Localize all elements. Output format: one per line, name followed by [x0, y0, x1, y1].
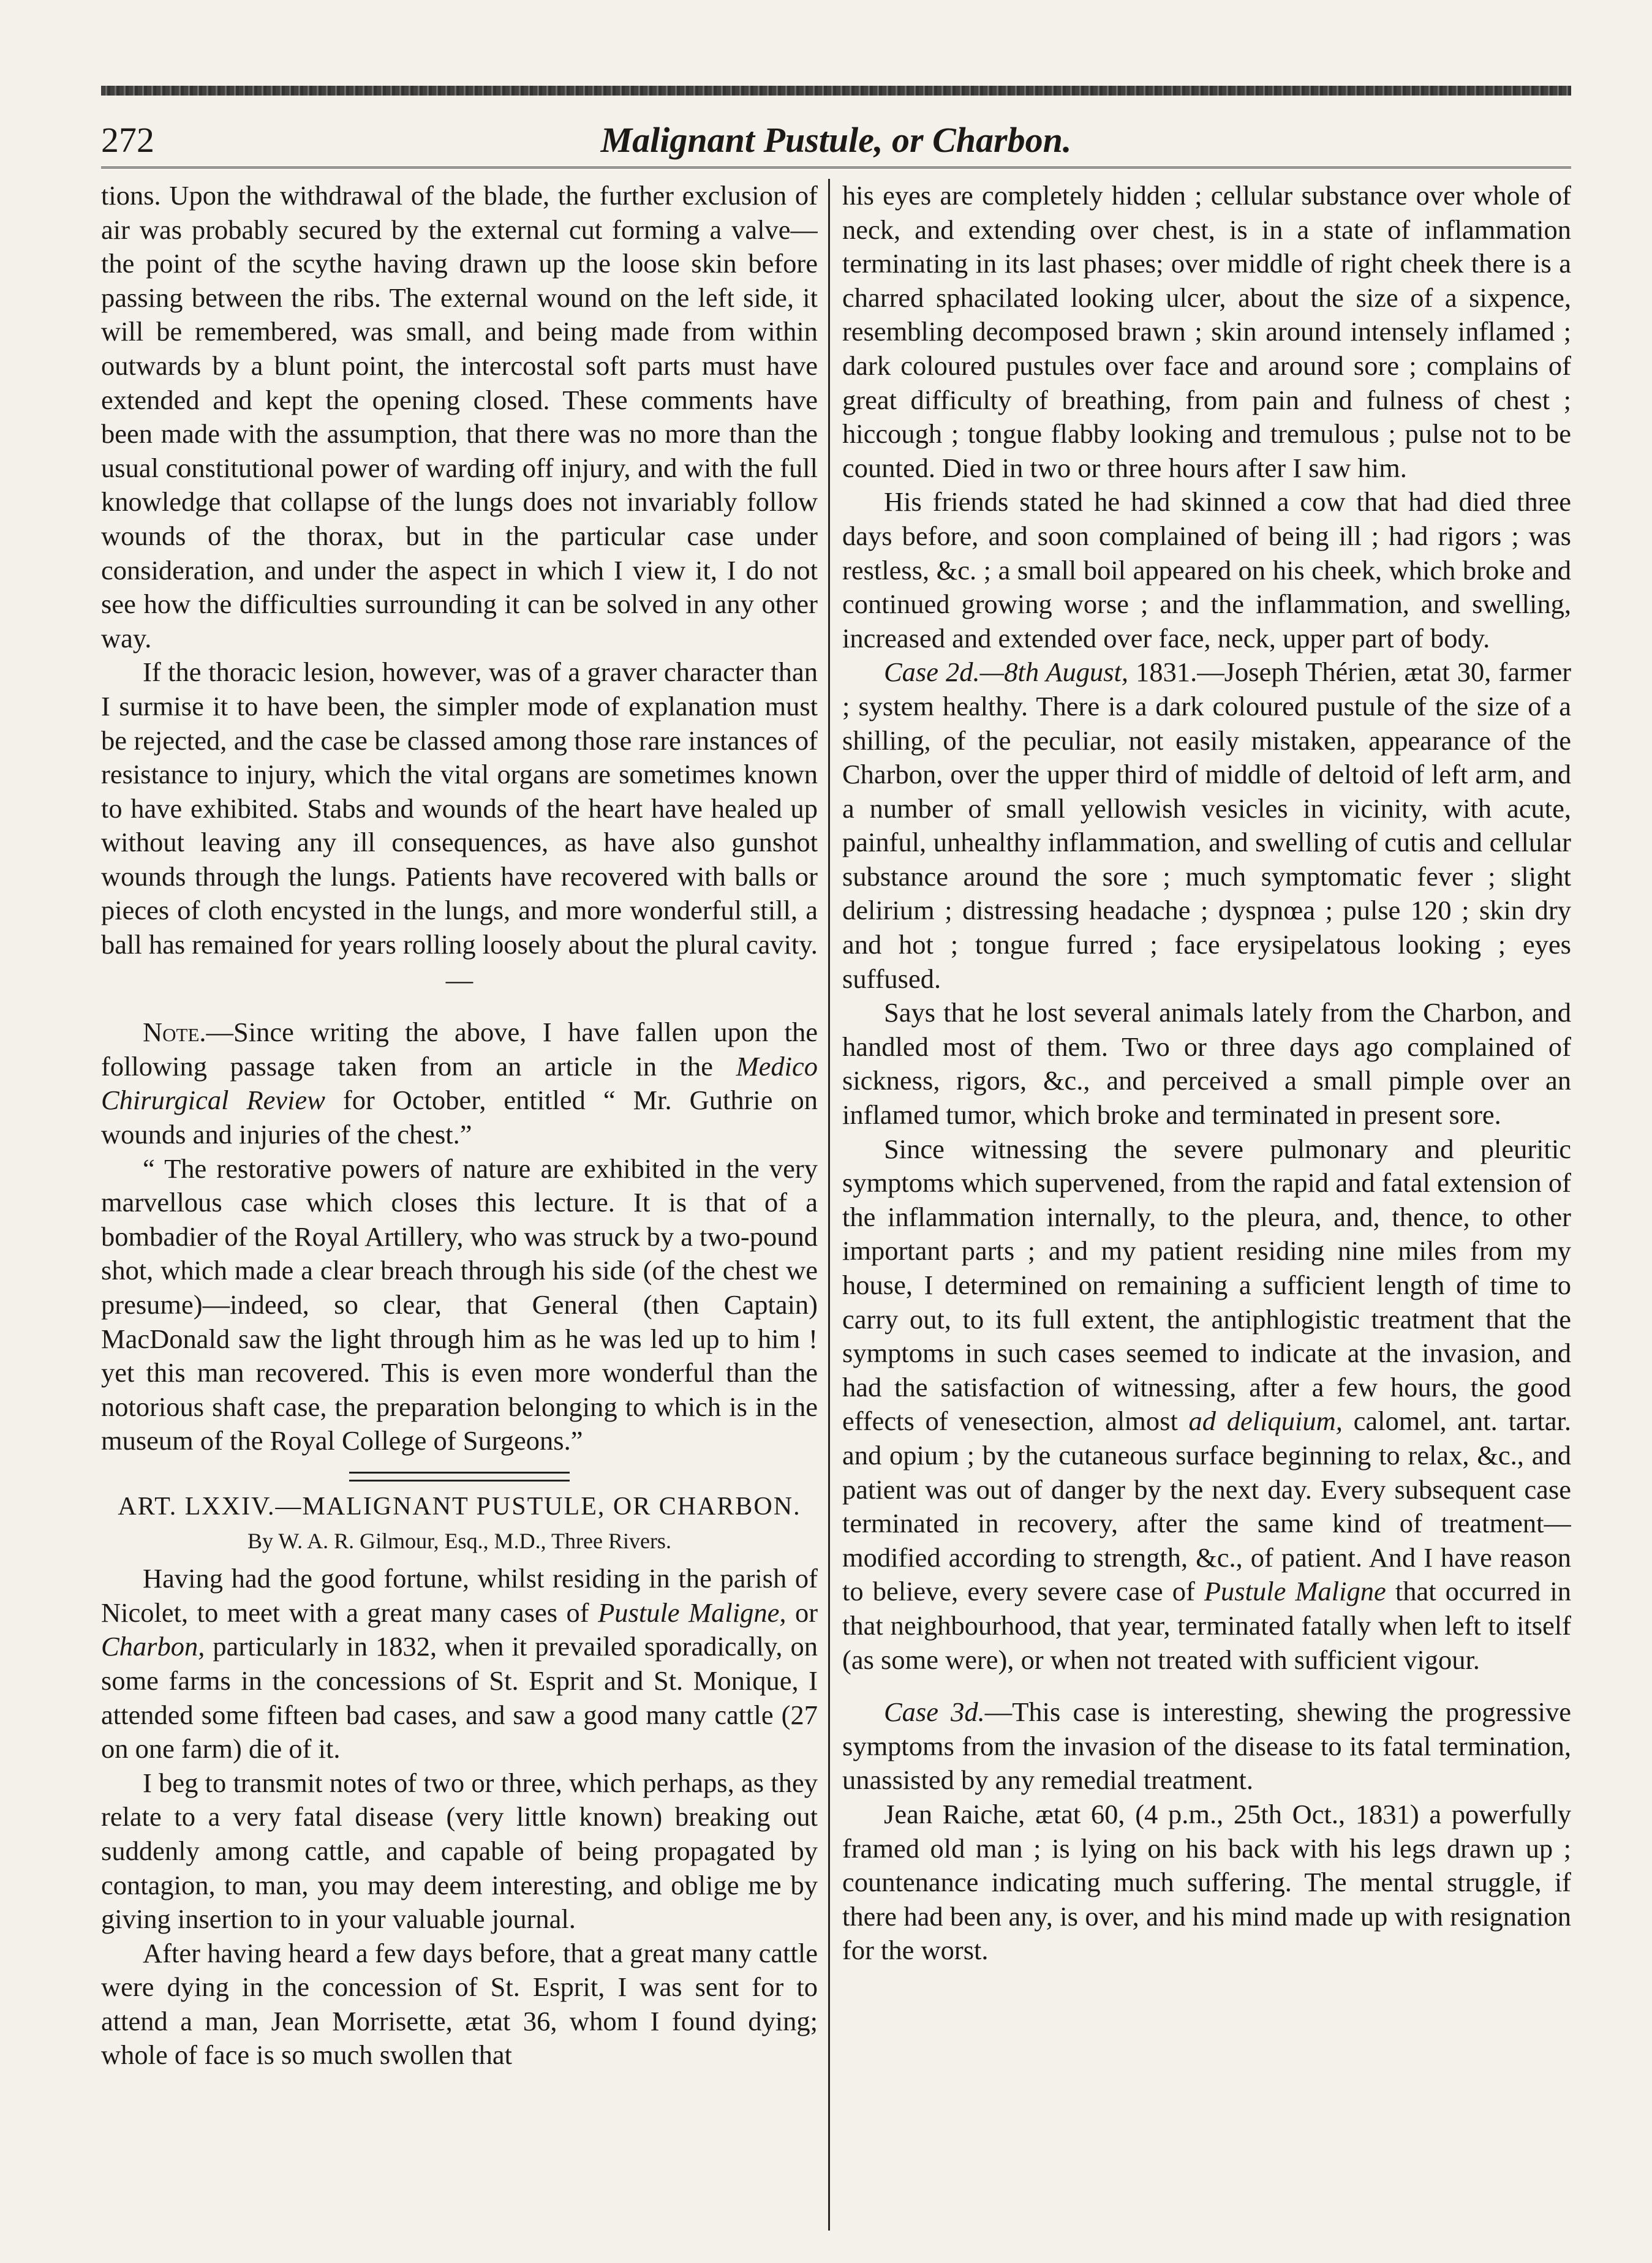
running-title: Malignant Pustule, or Charbon.: [600, 120, 1072, 160]
page-number: 272: [101, 120, 154, 160]
header-rule: [101, 167, 1571, 168]
paragraph: Having had the good fortune, whilst residing in the parish of Nicolet, to meet with a great many cases of Pustule Maligne, or Charbon, particularly in 1832, when it prevailed sporadically, on some farms in the concessions of St. Esprit and St. Monique, I attended some fifteen bad cases, and saw a good many cattle (27 on one farm) die of it.: [101, 1563, 818, 1764]
paragraph: His friends stated he had skinned a cow that had died three days before, and soon complained of being ill ; had rigors ; was restless, &c. ; a small boil appeared on his cheek, which broke and continued growing worse ; and the inflammation, and swelling, increased and extended over face, neck, upper part of body.: [842, 486, 1571, 653]
paragraph: After having heard a few days before, that a great many cattle were dying in the concession of St. Esprit, I was sent for to attend a man, Jean Morrisette, ætat 36, whom I found dying; whole of face is so much swollen that: [101, 1937, 818, 2071]
paragraph: Says that he lost several animals lately from the Charbon, and handled most of them. Two or three days ago complained of sickness, rigors, &c., and perceived a small pimple over an inflamed tumor, which broke and terminated in present sore.: [842, 997, 1571, 1131]
right-column: [842, 179, 1571, 2231]
case-label: Case 2d.: [884, 657, 980, 688]
note-label: Note.: [143, 1017, 206, 1048]
column-divider: [828, 179, 830, 2231]
case-2-paragraph: Case 2d.—8th August, 1831.—Joseph Thérien, ætat 30, farmer ; system healthy. There is a dark coloured pustule of the size of a shilling, of the peculiar, not easily mistaken, appearance of the Charbon, over the upper third of middle of deltoid of left arm, and a number of small yellowish vesicles in vicinity, with acute, painful, unhealthy inflammation, and swelling of cutis and cellular substance around the sore ; much symptomatic fever ; slight delirium ; distressing headache ; dyspnœa ; pulse 120 ; skin dry and hot ; tongue furred ; face erysipelatous looking ; eyes suffused.: [842, 657, 1571, 994]
paragraph: Since witnessing the severe pulmonary and pleuritic symptoms which supervened, from the rapid and fatal extension of the inflammation internally, to the pleura, and, thence, to other important parts ; and my patient residing nine miles from my house, I determined on remaining a sufficient length of time to carry out, to its full extent, the antiphlogistic treatment that the symptoms in such cases seemed to indicate at the invasion, and had the satisfaction of witnessing, after a few hours, the good effects of venesection, almost ad deliquium, calomel, ant. tartar. and opium ; by the cutaneous surface beginning to relax, &c., and patient was out of danger by the next day. Every subsequent case terminated in recovery, after the same kind of treatment—modified according to strength, &c., of patient. And I have reason to believe, every severe case of Pustule Maligne that occurred in that neighbourhood, that year, terminated fatally when left to itself (as some were), or when not treated with sufficient vigour.: [842, 1133, 1571, 1675]
article-byline: By W. A. R. Gilmour, Esq., M.D., Three Rivers.: [247, 1528, 671, 1553]
paragraph: tions. Upon the withdrawal of the blade, the further exclusion of air was probably secured by the external cut forming a valve—the point of the scythe having drawn up the loose skin before passing between the ribs. The external wound on the left side, it will be remembered, was small, and being made from within outwards by a blunt point, the intercostal soft parts must have extended and kept the opening closed. These comments have been made with the assumption, that there was no more than the usual constitutional power of warding off injury, and with the full knowledge that collapse of the lungs does not invariably follow wounds of the thorax, but in the particular case under consideration, and under the aspect in which I view it, I do not see how the difficulties surrounding it can be solved in any other way.: [101, 180, 818, 653]
quotation: “ The restorative powers of nature are exhibited in the very marvellous case which closes this lecture. It is that of a bombadier of the Royal Artillery, who was struck by a two-pound shot, which made a clear breach through his side (of the chest we presume)—indeed, so clear, that General (then Captain) MacDonald saw the light through him as he was led up to him ! yet this man recovered. This is even more wonderful than the notorious shaft case, the preparation belonging to which is in the museum of the Royal College of Surgeons.”: [101, 1153, 818, 1456]
case-3-paragraph: Case 3d.—This case is interesting, shewing the progressive symptoms from the invasion of the disease to its fatal termination, unassisted by any remedial treatment.: [842, 1696, 1571, 1796]
top-ornamental-rule: [101, 86, 1571, 96]
section-dash: —: [445, 964, 473, 995]
paragraph: Jean Raiche, ætat 60, (4 p.m., 25th Oct., 1831) a powerfully framed old man ; is lying on his back with his legs drawn up ; countenance indicating much suffering. The mental struggle, if there had been any, is over, and his mind made up with resignation for the worst.: [842, 1798, 1571, 1966]
note-paragraph: Note.—Since writing the above, I have fallen upon the following passage taken from an article in the Medico Chirurgical Review for October, entitled “ Mr. Guthrie on wounds and injuries of the chest.”: [101, 1017, 818, 1150]
case-label: Case 3d.: [884, 1696, 985, 1728]
article-separator: [349, 1472, 570, 1482]
paragraph: I beg to transmit notes of two or three, which perhaps, as they relate to a very fatal disease (very little known) breaking out suddenly among cattle, and capable of being propagated by contagion, to man, you may deem interesting, and oblige me by giving insertion to in your valuable journal.: [101, 1767, 818, 1935]
paragraph: If the thoracic lesion, however, was of a graver character than I surmise it to have been, the simpler mode of explanation must be rejected, and the case be classed among those rare instances of resistance to injury, which the vital organs are sometimes known to have exhibited. Stabs and wounds of the heart have healed up without leaving any ill consequences, as have also gunshot wounds through the lungs. Patients have recovered with balls or pieces of cloth encysted in the lungs, and more wonderful still, a ball has remained for years rolling loosely about the plural cavity.: [101, 657, 818, 960]
paragraph: his eyes are completely hidden ; cellular substance over whole of neck, and extending over chest, is in a state of inflammation terminating in its last phases; over middle of right cheek there is a charred sphacilated looking ulcer, about the size of a sixpence, resembling decomposed brawn ; skin around intensely inflamed ; dark coloured pustules over face and around sore ; complains of great difficulty of breathing, from pain and fulness of chest ; hiccough ; tongue flabby looking and tremulous ; pulse not to be counted. Died in two or three hours after I saw him.: [842, 180, 1571, 483]
page-header: [101, 119, 1571, 168]
article-heading: ART. LXXIV.—MALIGNANT PUSTULE, OR CHARBON.: [118, 1492, 801, 1521]
journal-title: Medico Chirurgical Review: [101, 1050, 818, 1116]
left-column: [101, 179, 818, 2231]
